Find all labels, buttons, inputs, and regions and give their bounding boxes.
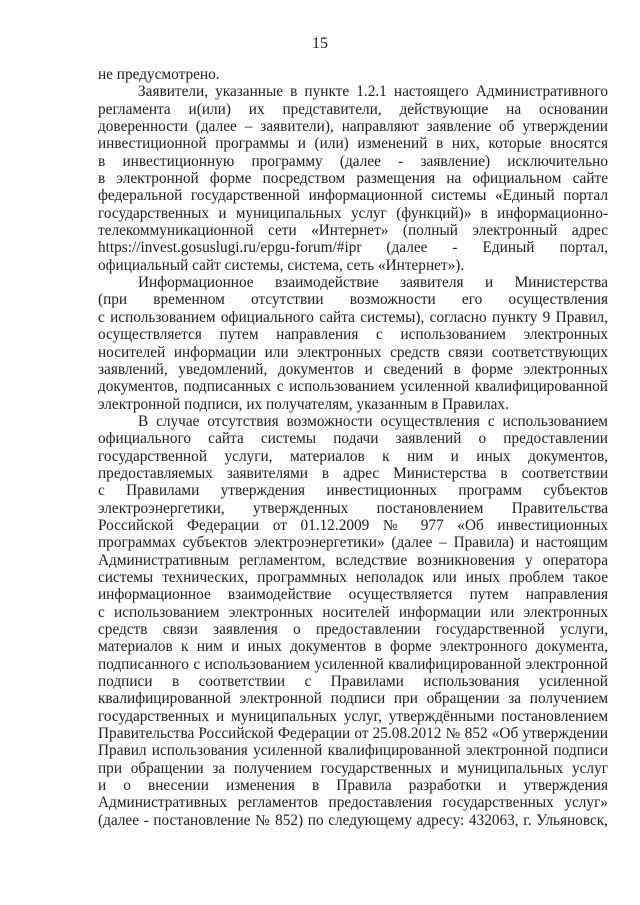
text-line: телекоммуникационной сети «Интернет» (полный электронный адрес: [98, 222, 608, 240]
text-line: Административным регламентом, вследствие возникновения у оператора: [98, 551, 608, 569]
text-line: в электронной форме посредством размещения на официальном сайте: [98, 170, 608, 188]
text-line: электроэнергетики, утвержденных постановлением Правительства: [98, 499, 608, 517]
text-line: Информационное взаимодействие заявителя и Министерства: [138, 274, 608, 292]
text-line: с использованием официального сайта системы), согласно пункту 9 Правил,: [98, 308, 608, 326]
text-line: государственных и муниципальных услуг, утверждёнными постановлением: [98, 707, 608, 725]
text-line: информационное взаимодействие осуществляется путем направления: [98, 586, 608, 604]
text-line: с использованием электронных носителей информации или электронных: [98, 603, 608, 621]
text-line: программах субъектов электроэнергетики» (далее – Правила) и настоящим: [98, 534, 608, 552]
text-line: средств связи заявления о предоставлении государственной услуги,: [98, 621, 608, 638]
text-line: подписанного с использованием усиленной квалифицированной электронной: [98, 655, 608, 673]
text-line: официального сайта системы подачи заявлений о предоставлении: [98, 430, 608, 448]
text-line: материалов к ним и иных документов в форме электронного документа,: [98, 638, 608, 656]
text-line: в инвестиционную программу (далее - заявление) исключительно: [98, 152, 608, 170]
text-line: заявлений, уведомлений, документов и сведений в форме электронных: [98, 360, 608, 378]
text-line: электронной подписи, их получателям, указанным в Правилах.: [98, 395, 509, 413]
text-line: осуществляется путем направления с использованием электронных: [98, 326, 608, 344]
text-line: Российской Федерации от 01.12.2009 № 977 «Об инвестиционных: [98, 516, 608, 534]
text-line: https://invest.gosuslugi.ru/epgu-forum/#ipr (далее - Единый портал,: [98, 239, 608, 257]
text-line: Правительства Российской Федерации от 25.08.2012 № 852 «Об утверждении: [98, 725, 608, 743]
text-line: не предусмотрено.: [98, 66, 220, 83]
text-line: (далее - постановление № 852) по следующему адресу: 432063, г. Ульяновск,: [98, 811, 608, 829]
text-line: Правил использования усиленной квалифицированной электронной подписи: [98, 742, 608, 760]
text-line: с Правилами утверждения инвестиционных программ субъектов: [98, 482, 608, 500]
text-line: (при временном отсутствии возможности его осуществления: [98, 291, 608, 309]
page-number: 15: [312, 35, 328, 52]
text-line: доверенности (далее – заявители), направляют заявление об утверждении: [98, 118, 608, 136]
text-line: документов, подписанных с использованием усиленной квалифицированной: [98, 378, 608, 396]
text-line: инвестиционной программы и (или) изменений в них, которые вносятся: [98, 135, 608, 153]
text-line: государственной услуги, материалов к ним и иных документов,: [98, 447, 608, 465]
text-line: федеральной государственной информационной системы «Единый портал: [98, 187, 608, 205]
text-line: системы технических, программных неполадок или иных проблем такое: [98, 568, 608, 586]
text-line: официальный сайт системы, система, сеть «Интернет»).: [98, 256, 465, 274]
text-line: носителей информации или электронных средств связи соответствующих: [98, 343, 608, 361]
text-line: и о внесении изменения в Правила разработки и утверждения: [98, 777, 608, 795]
text-line: подписи в соответствии с Правилами использования усиленной: [98, 673, 608, 691]
text-line: Административных регламентов предоставления государственных услуг»: [98, 794, 608, 812]
text-line: Заявители, указанные в пункте 1.2.1 настоящего Административного: [138, 83, 608, 101]
body-text: [98, 66, 608, 829]
text-line: предоставляемых заявителями в адрес Министерства в соответствии: [98, 464, 608, 482]
text-line: В случае отсутствия возможности осуществления с использованием: [138, 412, 608, 430]
text-line: государственных и муниципальных услуг (функций)» в информационно-: [98, 204, 608, 222]
text-line: регламента и(или) их представители, действующие на основании: [98, 100, 608, 118]
text-line: при обращении за получением государственных и муниципальных услуг: [98, 759, 608, 777]
text-line: квалифицированной электронной подписи при обращении за получением: [98, 690, 608, 708]
